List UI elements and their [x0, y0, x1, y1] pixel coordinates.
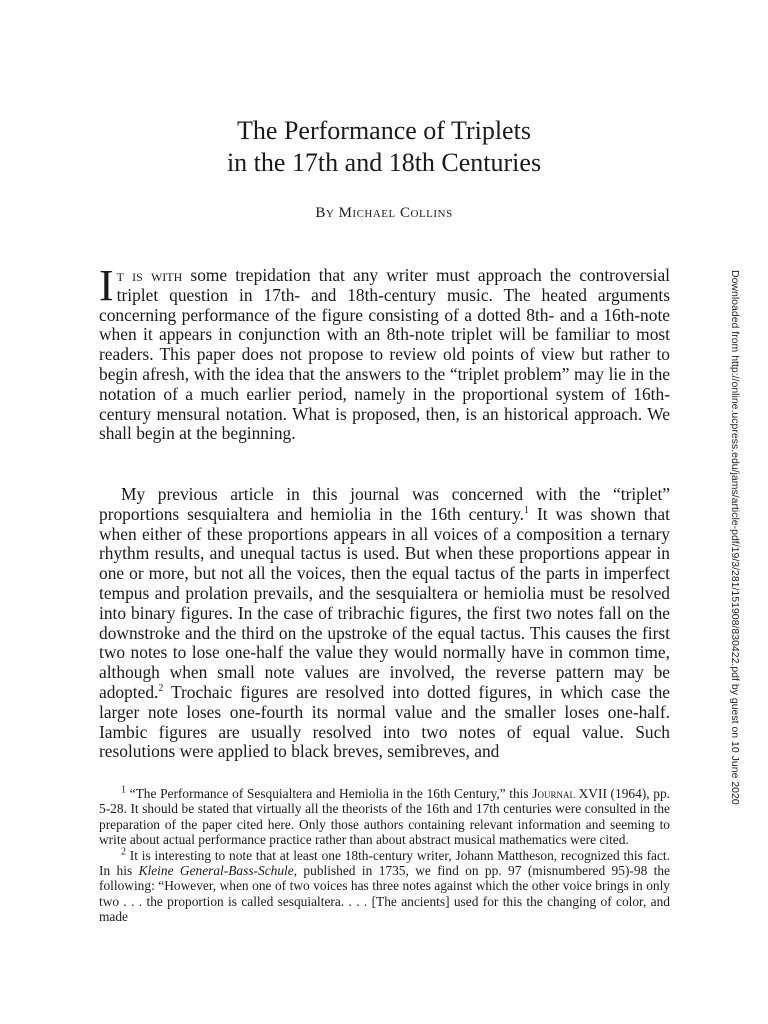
paragraph-2-part-3: Trochaic figures are resolved into dotted figures, in which case the larger note loses one-fourth its normal value and the smaller loses one-half. Iambic figures are usually resolved into two notes of equal value. Such resolutions were applied to black breves, semibreves, and — [99, 681, 670, 762]
title-line-1: The Performance of Triplets — [237, 116, 531, 145]
drop-cap: I — [99, 261, 114, 310]
footnote-1-text-a: “The Performance of Sesquialtera and Hemiolia in the 16th Century,” this — [126, 786, 533, 801]
download-note-text: Downloaded from http://online.ucpress.edu/jams/article-pdf/19/3/281/151908/830422.pdf by guest on 10 June 2020 — [729, 270, 741, 805]
footnote-2 — [99, 848, 670, 925]
footnote-2-book-title: Kleine General-Bass-Schule, — [138, 863, 298, 879]
footnotes — [99, 786, 670, 925]
footnote-1-number: 1 — [121, 784, 126, 796]
paragraph-1-text: some trepidation that any writer must approach the controversial triplet question in 17th- and 18th-century music. The heated arguments concerning performance of the figure consisting of a dotted 8th- and a 16th-note when it appears in conjunction with an 8th-note triplet will be familiar to most readers. This paper does not propose to review old points of view but rather to begin afresh, with the idea that the answers to the “triplet problem” may lie in the notation of a much earlier period, namely in the proportional system of 16th-century mensural notation. What is proposed, then, is an historical approach. We shall begin at the beginning. — [99, 265, 670, 444]
footnote-2-text-a: It is interesting to note that at least one 18th-century writer, Johann Mattheson, recognized this fact. In his — [99, 847, 670, 879]
footnote-1-text-b: XVII (1964), pp. 5-28. It should be stated that virtually all the theorists of the 16th and 17th centuries were consulted in the preparation of the paper cited here. Only those authors containing relevant information and seeming to write about actual performance practice rather than about abstract musical mathematics were cited. — [99, 786, 670, 848]
byline-author: Michael Collins — [338, 205, 453, 221]
paragraph-1-lead: t is with — [116, 265, 183, 285]
article-title — [96, 115, 672, 179]
title-line-2: in the 17th and 18th Centuries — [226, 148, 542, 177]
footnote-1-journal: Journal — [532, 786, 575, 801]
footnote-ref-1: 1 — [524, 505, 529, 516]
footnote-2-text-b: published in 1735, we find on pp. 97 (misnumbered 95)-98 the following: “However, when one of two voices has three notes against which the other voice brings in only two . . . the proportion is called sesquialtera. . . . [The ancients] used for this the changing of color, and made — [99, 863, 671, 925]
footnote-1 — [99, 786, 670, 848]
paragraph-2 — [99, 485, 670, 762]
byline-prefix: By — [315, 205, 335, 221]
download-watermark — [728, 270, 748, 805]
footnote-ref-2: 2 — [158, 683, 164, 695]
paragraph-2-part-1: My previous article in this journal was concerned with the “triplet” proportions sesquialtera and hemiolia in the 16th century. — [99, 484, 670, 524]
footnote-2-number: 2 — [121, 846, 126, 858]
paragraph-1 — [99, 261, 670, 444]
paragraph-2-part-2: It was shown that when either of these proportions appears in all voices of a composition a ternary rhythm results, and unequal tactus is used. But when these proportions appear in one or more, but not all the voices, then the equal tactus of the parts in imperfect tempus and prolation prevails, and the sesquialtera or hemiolia must be resolved into binary figures. In the case of tribrachic figures, the first two notes fall on the downstroke and the third on the upstroke of the equal tactus. This causes the first two notes to lose one-half the value they would normally have in common time, although when small note values are involved, the reverse pattern may be adopted. — [99, 503, 670, 702]
byline — [96, 205, 672, 222]
